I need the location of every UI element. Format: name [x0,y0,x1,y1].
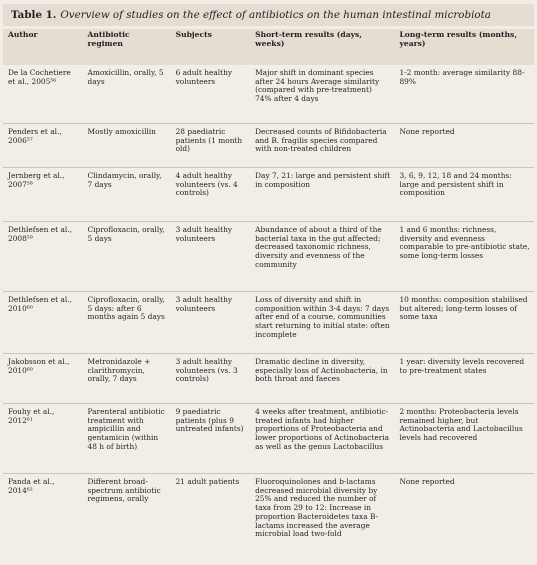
cell-short-term: Dramatic decline in diversity, especially loss of Actinobacteria, in both throat and faeces [250,354,394,404]
table-label: Table 1. [11,9,57,21]
cell-subjects: 21 adult patients [171,474,251,565]
table-caption-bar [3,4,534,26]
header-antibiotic-regimen: Antibiotic regimen [83,29,171,65]
cell-author: Jernberg et al., 2007⁵⁸ [3,168,83,222]
cell-regimen: Metronidazole + clarithromycin, orally, 7 days [83,354,171,404]
studies-table [3,29,534,565]
header-author: Author [3,29,83,65]
cell-long-term: None reported [394,124,534,168]
cell-regimen: Ciprofloxacin, orally, 5 days [83,222,171,292]
cell-long-term: 1 and 6 months: richness, diversity and evenness comparable to pre-antibiotic state, some long-term losses [394,222,534,292]
cell-short-term: Day 7, 21: large and persistent shift in composition [250,168,394,222]
cell-subjects: 3 adult healthy volunteers [171,222,251,292]
cell-long-term: 1 year: diversity levels recovered to pre-treatment states [394,354,534,404]
cell-regimen: Clindamycin, orally, 7 days [83,168,171,222]
cell-short-term: Major shift in dominant species after 24 hours Average similarity (compared with pre-treatment) 74% after 4 days [250,65,394,124]
cell-long-term: 3, 6, 9, 12, 18 and 24 months: large and persistent shift in composition [394,168,534,222]
cell-long-term: 10 months: composition stabilised but altered; long-term losses of some taxa [394,292,534,354]
cell-author: Dethlefsen et al., 2008⁵⁹ [3,222,83,292]
cell-short-term: Fluoroquinolones and b-lactams decreased microbial diversity by 25% and reduced the number of taxa from 29 to 12: Increase in proportion Bacteroidetes taxa B-lactams increased the average microbial load two-fold [250,474,394,565]
cell-long-term: None reported [394,474,534,565]
cell-author: Jakobsson et al., 2010⁶⁰ [3,354,83,404]
table-header-row [3,29,534,65]
header-short-term-results: Short-term results (days, weeks) [250,29,394,65]
cell-author: Penders et al., 2006⁵⁷ [3,124,83,168]
table-row [3,404,534,474]
table-row [3,292,534,354]
cell-short-term: Decreased counts of Bifidobacteria and B. fragilis species compared with non-treated children [250,124,394,168]
table-caption: Overview of studies on the effect of antibiotics on the human intestinal microbiota [60,9,491,21]
cell-regimen: Amoxicillin, orally, 5 days [83,65,171,124]
cell-short-term: 4 weeks after treatment, antibiotic-treated infants had higher proportions of Proteobacteria and lower proportions of Actinobacteria as well as the genus Lactobacillus [250,404,394,474]
header-subjects: Subjects [171,29,251,65]
cell-subjects: 6 adult healthy volunteers [171,65,251,124]
document-page [0,4,537,565]
cell-regimen: Mostly amoxicillin [83,124,171,168]
cell-regimen: Different broad-spectrum antibiotic regimens, orally [83,474,171,565]
cell-subjects: 3 adult healthy volunteers (vs. 3 controls) [171,354,251,404]
cell-short-term: Loss of diversity and shift in composition within 3-4 days: 7 days after end of a course, communities start returning to initial state: often incomplete [250,292,394,354]
cell-subjects: 28 paediatric patients (1 month old) [171,124,251,168]
cell-long-term: 1-2 month: average similarity 88-89% [394,65,534,124]
cell-short-term: Abundance of about a third of the bacterial taxa in the gut affected; decreased taxonomic richness, diversity and evenness of the community [250,222,394,292]
table-row [3,222,534,292]
table-row [3,354,534,404]
header-long-term-results: Long-term results (months, years) [394,29,534,65]
table-row [3,474,534,565]
table-row [3,124,534,168]
cell-author: Dethlefsen et al., 2010⁶⁰ [3,292,83,354]
cell-subjects: 9 paediatric patients (plus 9 untreated infants) [171,404,251,474]
cell-author: Panda et al., 2014⁶² [3,474,83,565]
cell-regimen: Parenteral antibiotic treatment with ampicillin and gentamicin (within 48 h of birth) [83,404,171,474]
cell-subjects: 3 adult healthy volunteers [171,292,251,354]
cell-long-term: 2 months: Proteobacteria levels remained higher, but Actinobacteria and Lactobacillus levels had recovered [394,404,534,474]
table-row [3,65,534,124]
cell-author: De la Cochetiere et al., 2005⁵⁶ [3,65,83,124]
cell-regimen: Ciprofloxacin, orally, 5 days: after 6 months again 5 days [83,292,171,354]
cell-author: Fouhy et al., 2012⁶¹ [3,404,83,474]
table-row [3,168,534,222]
cell-subjects: 4 adult healthy volunteers (vs. 4 controls) [171,168,251,222]
